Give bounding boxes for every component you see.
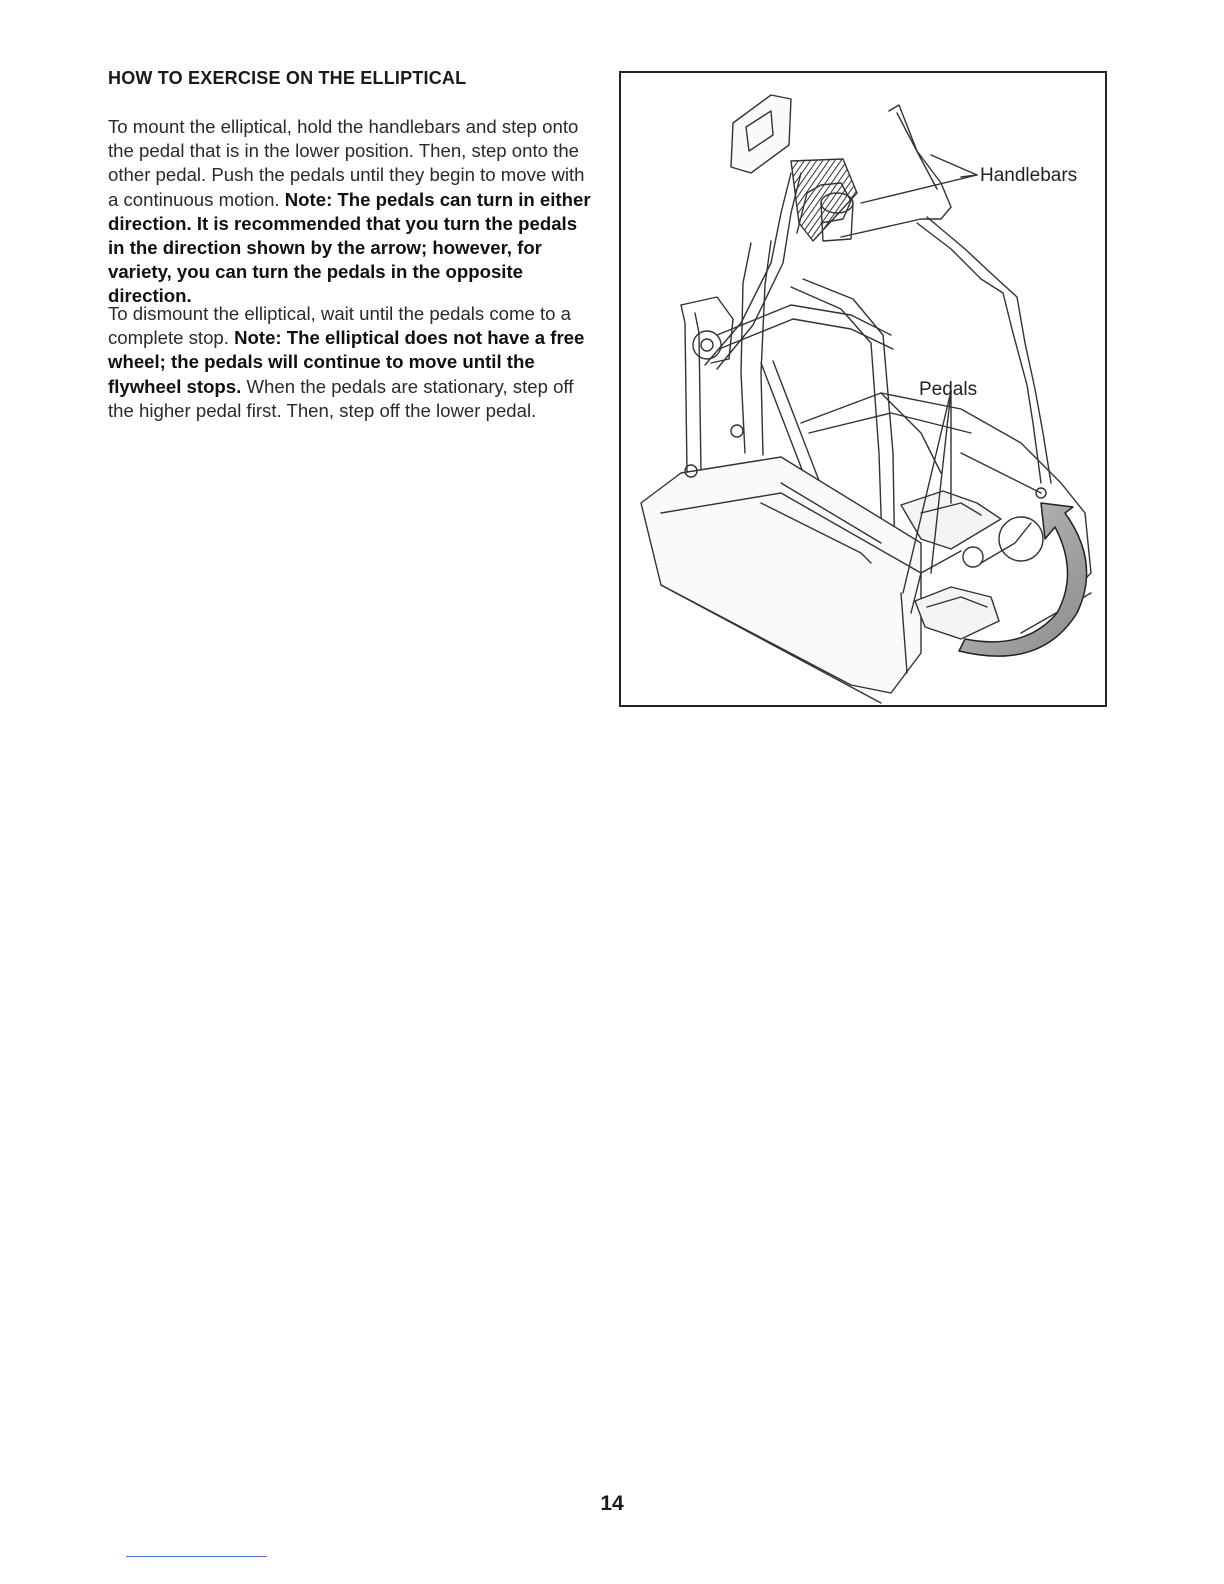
mount-instructions	[108, 115, 598, 309]
dismount-note: Note: The elliptical does not have a free wheel; the pedals will continue to move until the flywheel stops.	[108, 327, 585, 397]
footer-rule	[126, 1556, 267, 1557]
section-heading: HOW TO EXERCISE ON THE ELLIPTICAL	[108, 68, 467, 88]
label-handlebars: Handlebars	[980, 165, 1078, 186]
elliptical-figure	[619, 71, 1107, 707]
dismount-instructions	[108, 302, 598, 423]
dismount-text: To dismount the elliptical, wait until the pedals come to a complete stop.	[108, 303, 572, 349]
label-pedals: Pedals	[919, 379, 978, 400]
mount-text: To mount the elliptical, hold the handlebars and step onto the pedal that is in the lower position. Then, step onto the other pedal. Push the pedals until they begin to move with a continuous motion.	[108, 116, 585, 210]
dismount-text-end: When the pedals are stationary, step off the higher pedal first. Then, step off the lower pedal.	[108, 375, 574, 421]
elliptical-machine-icon	[621, 73, 1105, 705]
mount-note: Note: The pedals can turn in either direction. It is recommended that you turn the pedals in the direction shown by the arrow; however, for variety, you can turn the pedals in the opposite direction.	[108, 188, 591, 307]
page-number: 14	[600, 1492, 624, 1515]
